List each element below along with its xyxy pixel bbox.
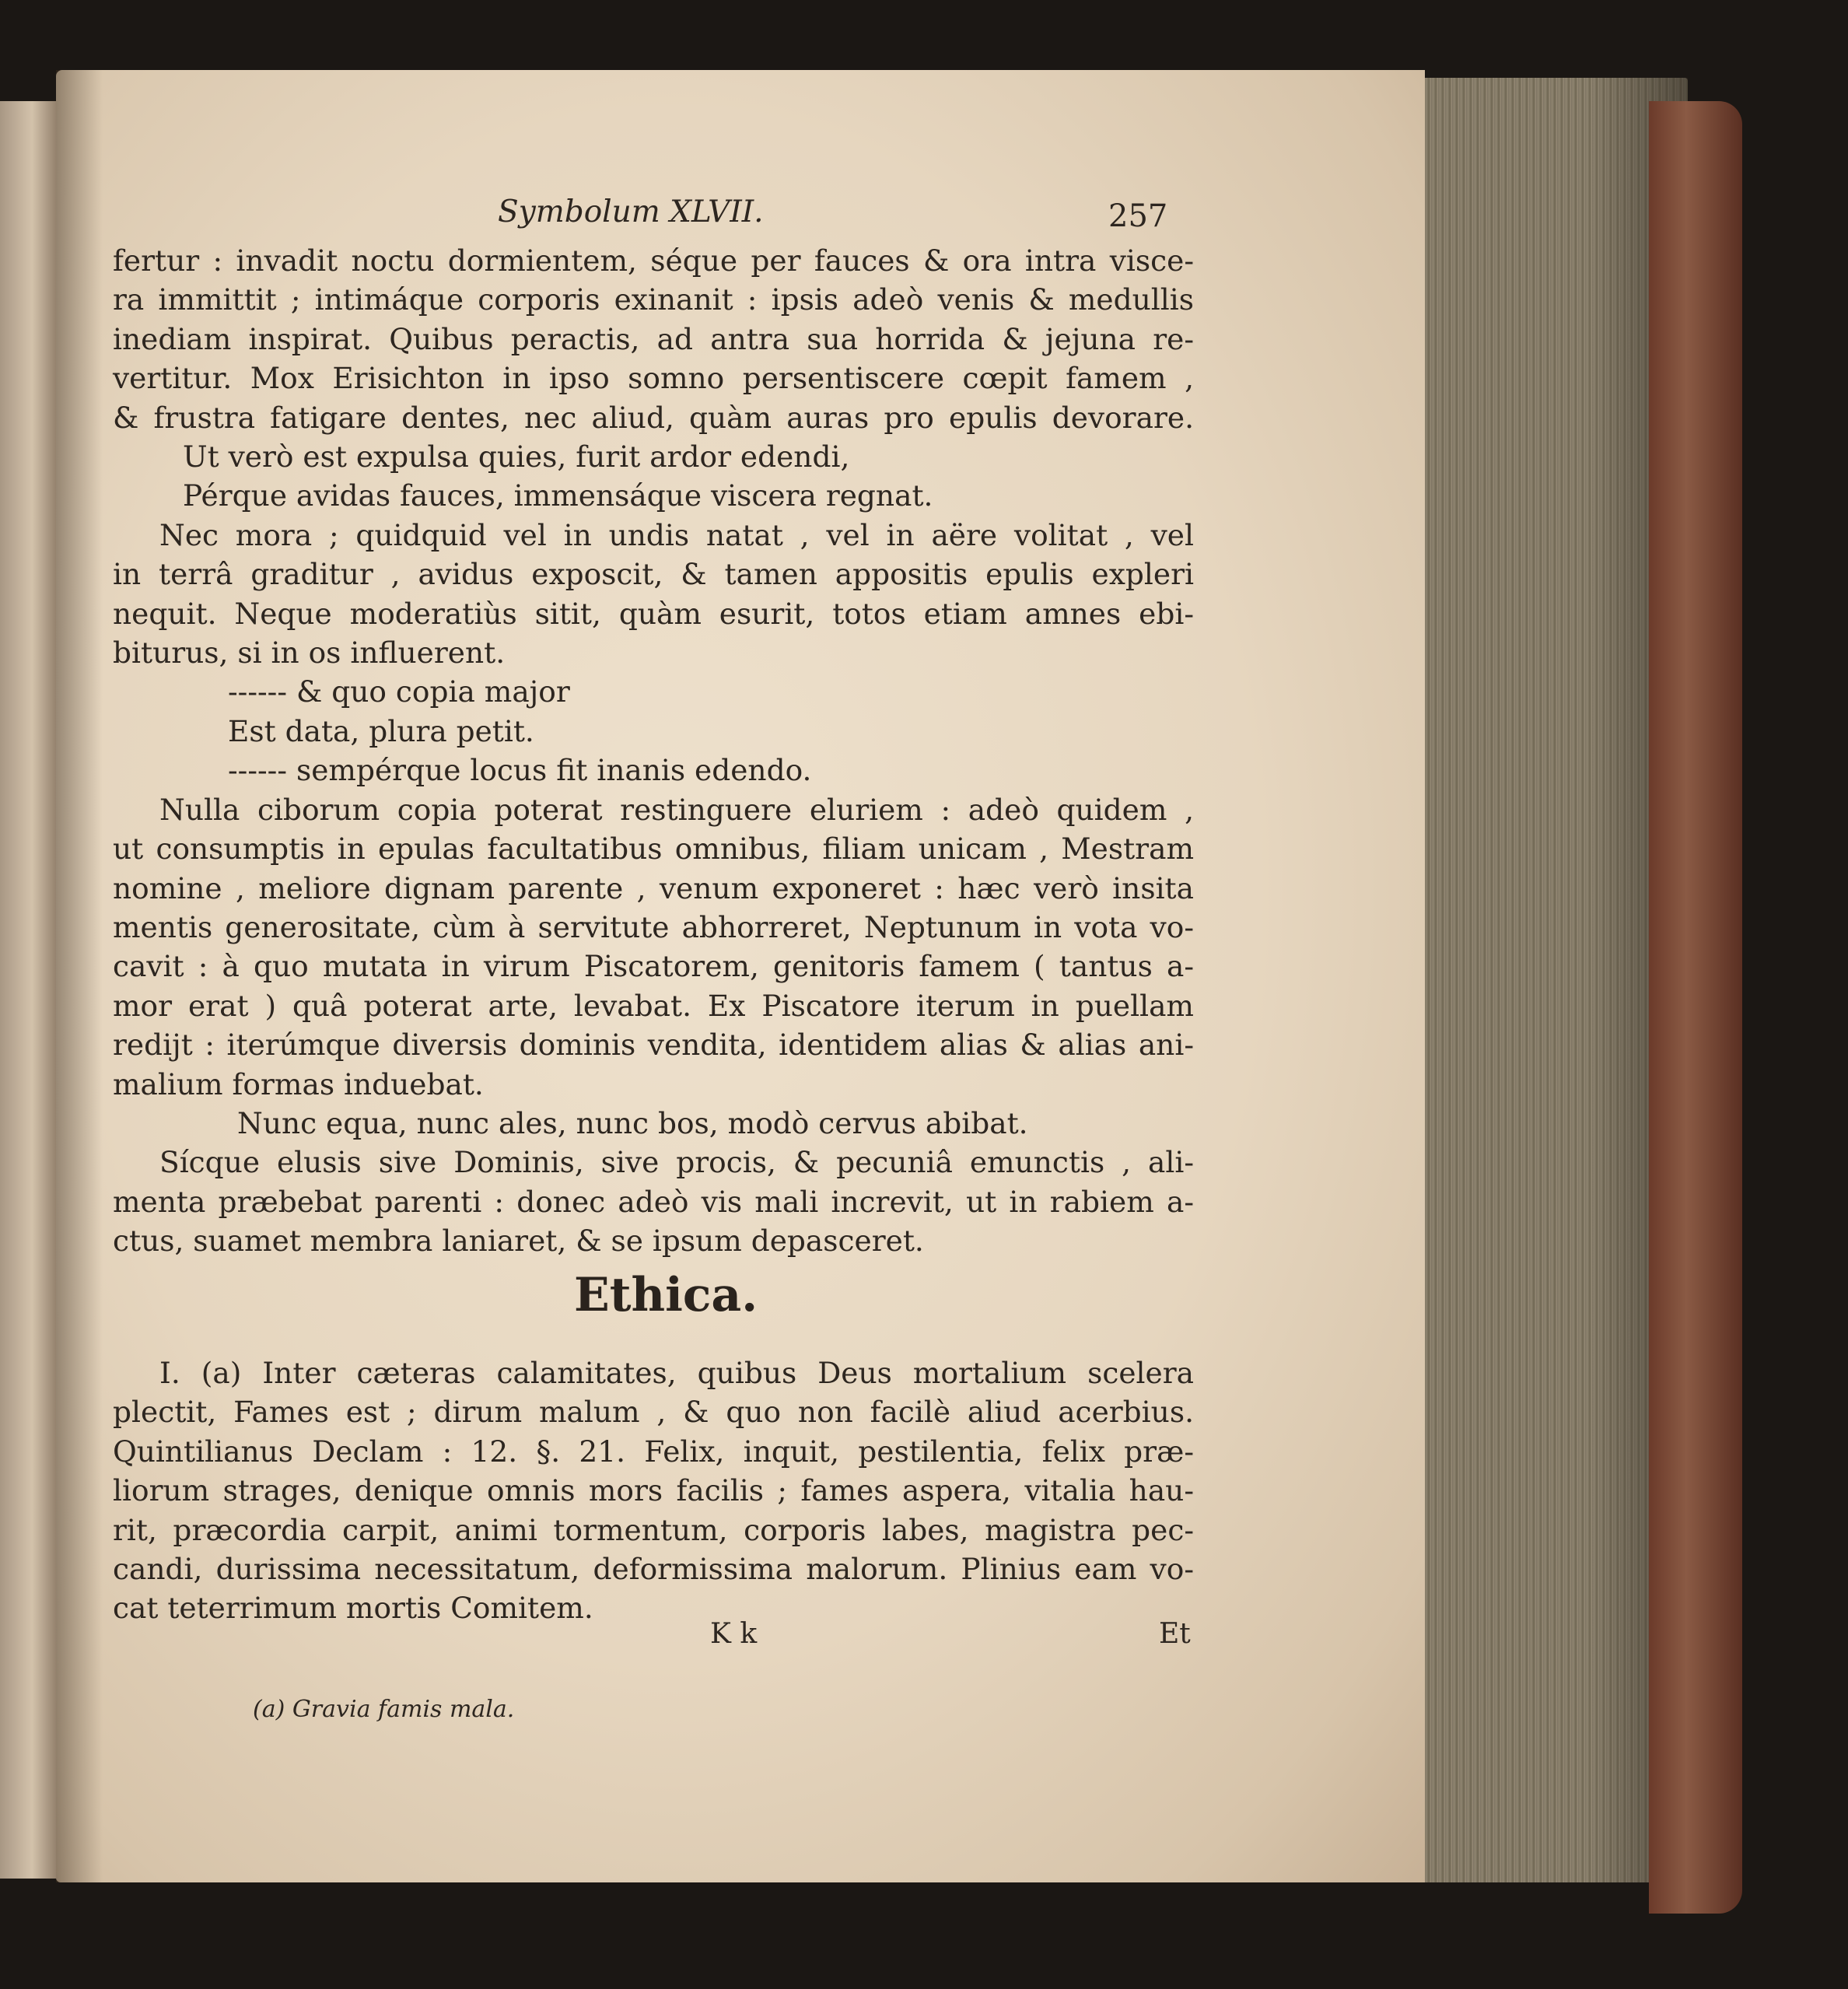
- leather-cover-edge: [1649, 101, 1742, 1914]
- text-line: Quintilianus Declam : 12. §. 21. Felix, inquit, pestilentia, felix præ-: [113, 1434, 1194, 1469]
- text-line: ra immittit ; intimáque corporis exinanit : ipsis adeò venis & medullis: [113, 282, 1194, 317]
- text-line: cat teterrimum mortis Comitem.: [113, 1591, 593, 1626]
- section-title: Ethica.: [574, 1268, 758, 1322]
- text-line: inediam inspirat. Quibus peractis, ad antra sua horrida & jejuna re-: [113, 321, 1194, 356]
- text-line: Sícque elusis sive Dominis, sive procis, & pecuniâ emunctis , ali-: [159, 1145, 1194, 1180]
- text-line: Nulla ciborum copia poterat restinguere eluriem : adeò quidem ,: [159, 792, 1194, 827]
- text-line: ut consumptis in epulas facultatibus omnibus, filiam unicam , Mestram: [113, 832, 1194, 867]
- text-line: ctus, suamet membra laniaret, & se ipsum depasceret.: [113, 1224, 924, 1259]
- text-line: in terrâ graditur , avidus exposcit, & tamen appositis epulis expleri: [113, 557, 1194, 592]
- text-line: I. (a) Inter cæteras calamitates, quibus Deus mortalium scelera: [159, 1356, 1194, 1390]
- text-line: plectit, Fames est ; dirum malum , & quo non facilè aliud acerbius.: [113, 1395, 1194, 1430]
- text-line: biturus, si in os influerent.: [113, 636, 506, 671]
- main-text: [113, 241, 1194, 1261]
- text-line: cavit : à quo mutata in virum Piscatorem, genitoris famem ( tantus a-: [113, 949, 1194, 984]
- verse-line: ------ sempérque locus fit inanis edendo.: [228, 753, 812, 788]
- verse-line: Ut verò est expulsa quies, furit ardor edendi,: [183, 439, 850, 474]
- text-line: Nec mora ; quidquid vel in undis natat , vel in aëre volitat , vel: [159, 517, 1194, 552]
- catchword: Et: [1159, 1618, 1191, 1650]
- text-line: mor erat ) quâ poterat arte, levabat. Ex Piscatore iterum in puellam: [113, 988, 1194, 1023]
- text-line: candi, durissima necessitatum, deformissima malorum. Plinius eam vo-: [113, 1552, 1194, 1587]
- page-number: 257: [1108, 198, 1168, 234]
- verse-line: Est data, plura petit.: [228, 713, 534, 748]
- verse-line: Pérque avidas fauces, immensáque viscera regnat.: [183, 478, 933, 513]
- running-head: Symbolum XLVII.: [498, 194, 764, 229]
- footnote: (a) Gravia famis mala.: [253, 1696, 515, 1723]
- text-line: & frustra fatigare dentes, nec aliud, quàm auras pro epulis devorare.: [113, 400, 1194, 435]
- verse-line: ------ & quo copia major: [228, 674, 570, 709]
- text-line: vertitur. Mox Erisichton in ipso somno persentiscere cœpit famem ,: [113, 361, 1194, 396]
- text-line: malium formas induebat.: [113, 1066, 484, 1101]
- text-line: redijt : iterúmque diversis dominis vendita, identidem alias & alias ani-: [113, 1028, 1194, 1063]
- facing-page-edge: [0, 101, 58, 1879]
- page-gutter-shadow: [56, 70, 103, 1882]
- text-line: nomine , meliore dignam parente , venum exponeret : hæc verò insita: [113, 870, 1194, 905]
- text-line: nequit. Neque moderatiùs sitit, quàm esurit, totos etiam amnes ebi-: [113, 596, 1194, 631]
- text-line: liorum strages, denique omnis mors facilis ; fames aspera, vitalia hau-: [113, 1473, 1194, 1508]
- text-line: fertur : invadit noctu dormientem, séque per fauces & ora intra visce-: [113, 243, 1194, 278]
- verse-line: Nunc equa, nunc ales, nunc bos, modò cervus abibat.: [237, 1105, 1028, 1140]
- ethica-text: [113, 1353, 1194, 1628]
- signature-mark: K k: [710, 1618, 758, 1650]
- text-line: menta præbebat parenti : donec adeò vis mali increvit, ut in rabiem a-: [113, 1184, 1194, 1219]
- text-line: rit, præcordia carpit, animi tormentum, corporis labes, magistra pec-: [113, 1512, 1194, 1547]
- text-line: mentis generositate, cùm à servitute abhorreret, Neptunum in vota vo-: [113, 909, 1194, 944]
